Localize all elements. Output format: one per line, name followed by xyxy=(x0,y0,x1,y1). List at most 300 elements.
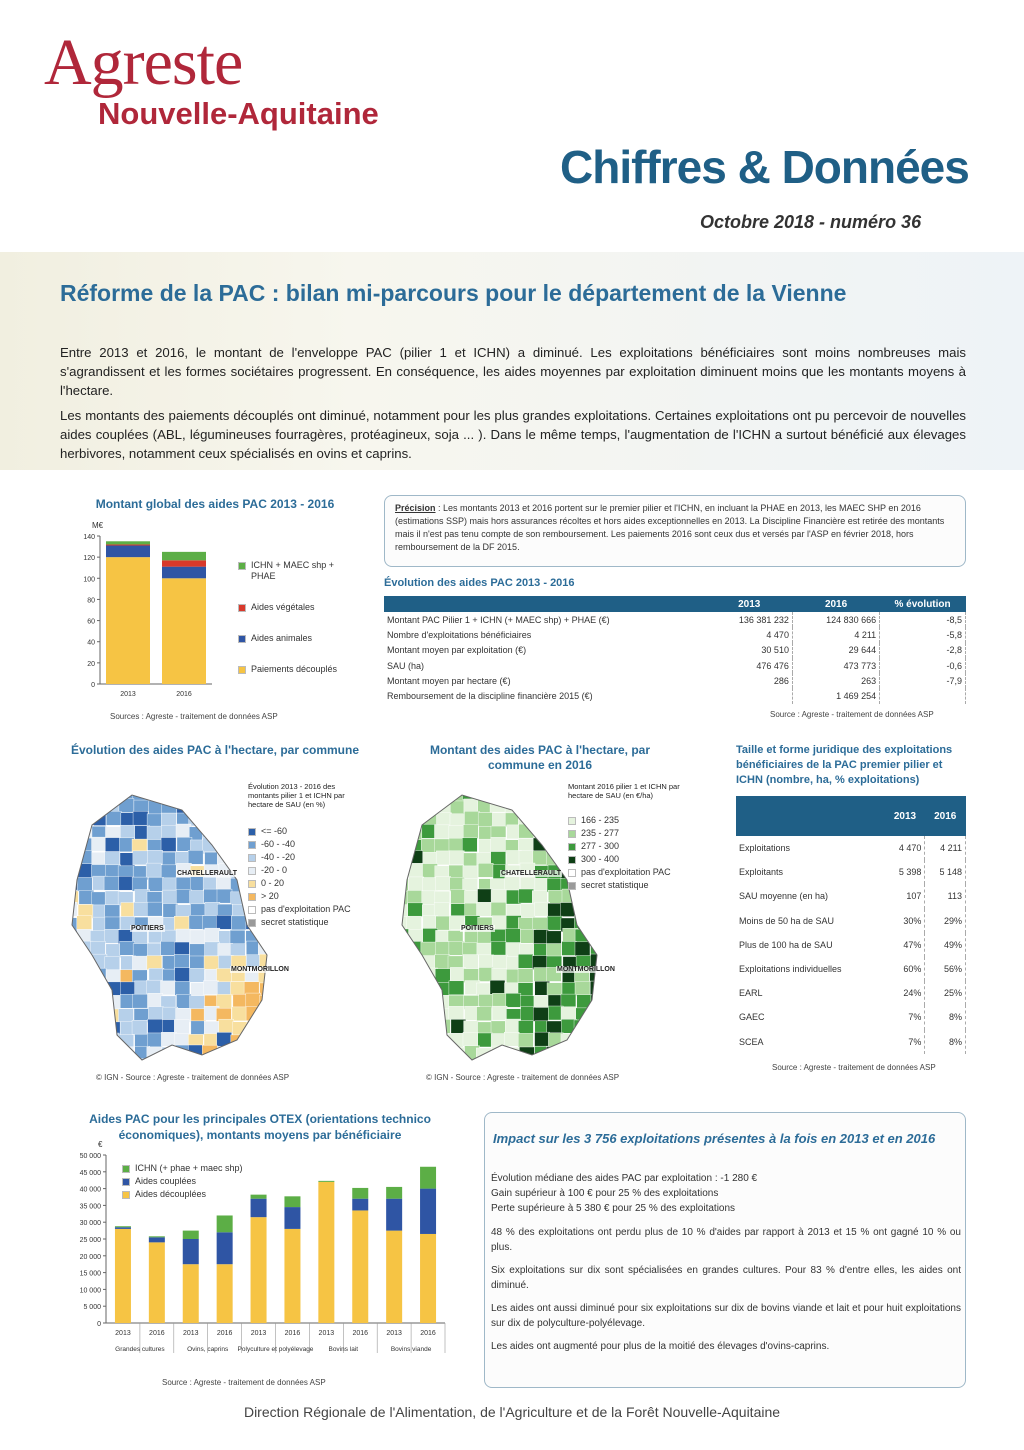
map-commune xyxy=(119,1060,134,1070)
table-row xyxy=(736,909,966,933)
legend-item xyxy=(568,815,698,826)
map-commune xyxy=(535,1032,550,1046)
map-commune xyxy=(92,837,107,851)
map-commune xyxy=(132,956,147,970)
legend-item xyxy=(248,917,368,928)
table-row xyxy=(384,643,966,658)
map-commune xyxy=(604,1046,619,1060)
map-commune xyxy=(190,877,205,891)
series-title: Chiffres & Données xyxy=(560,141,969,193)
map-commune xyxy=(204,801,219,815)
map-commune xyxy=(274,1045,289,1059)
map-commune xyxy=(422,1007,437,1021)
map-commune xyxy=(393,994,408,1008)
table-cell: -5,8 xyxy=(880,627,966,642)
table-cell: -0,6 xyxy=(880,658,966,673)
map-commune xyxy=(423,1060,438,1070)
map-commune xyxy=(273,944,288,958)
map-commune xyxy=(603,800,618,814)
map-commune xyxy=(534,825,549,839)
map-commune xyxy=(394,1021,409,1035)
map-commune xyxy=(161,825,176,839)
map-commune xyxy=(260,1019,275,1033)
map-commune xyxy=(260,1061,275,1070)
map-commune xyxy=(491,1046,506,1060)
table-row xyxy=(384,627,966,642)
map-commune xyxy=(533,813,548,827)
map-commune xyxy=(546,799,561,813)
map-commune xyxy=(575,801,590,815)
map-commune xyxy=(505,877,520,891)
map-commune xyxy=(604,1035,619,1049)
legend-swatch xyxy=(248,919,256,927)
map-commune xyxy=(505,1019,520,1033)
legend-swatch xyxy=(248,880,256,888)
map-commune xyxy=(216,915,231,929)
y-tick-label: 50 000 xyxy=(79,1153,101,1160)
map-commune xyxy=(274,1061,289,1070)
x-tick-label: 2013 xyxy=(182,1330,199,1337)
map-commune xyxy=(448,1033,463,1047)
table-row xyxy=(736,860,966,884)
map-commune xyxy=(65,851,80,865)
map-commune xyxy=(190,799,205,813)
map-commune xyxy=(261,1046,276,1060)
table-cell: 49% xyxy=(925,933,966,957)
map-commune xyxy=(506,993,521,1007)
map-commune xyxy=(407,890,422,904)
map-commune xyxy=(62,1045,77,1059)
legend-swatch xyxy=(568,882,576,890)
map-commune xyxy=(407,916,422,930)
map-commune xyxy=(549,786,564,800)
map-commune xyxy=(408,1022,423,1036)
map-commune xyxy=(393,850,408,864)
bar-segment xyxy=(217,1232,233,1264)
map-commune xyxy=(395,1006,410,1020)
legend-label: Aides animales xyxy=(251,633,313,643)
legend-item xyxy=(248,904,368,915)
map-commune xyxy=(64,942,79,956)
map-commune xyxy=(392,864,407,878)
table-header: % évolution xyxy=(880,596,966,612)
map-commune xyxy=(533,851,548,865)
map-commune xyxy=(604,1022,619,1036)
legend-item xyxy=(568,841,698,852)
legend-swatch xyxy=(568,843,576,851)
map-commune xyxy=(92,852,107,866)
map-commune xyxy=(92,787,107,801)
map-commune xyxy=(463,866,478,880)
table-cell: 473 773 xyxy=(792,658,879,673)
y-tick-label: 0 xyxy=(97,1321,101,1328)
legend-label: Aides végétales xyxy=(251,602,315,612)
map-commune xyxy=(78,801,93,815)
legend-label: ICHN + MAEC shp + PHAE xyxy=(251,560,335,581)
impact-paragraph: 48 % des exploitations ont perdu plus de 10 % d'aides par rapport à 2013 et 15 % ont gagné 10 % ou plus. xyxy=(491,1227,961,1253)
table-row xyxy=(736,981,966,1005)
impact-line: Perte supérieure à 5 380 € pour 25 % des exploitations xyxy=(491,1203,736,1214)
table-cell xyxy=(706,688,792,703)
map-commune xyxy=(491,1021,506,1035)
legend-label: 0 - 20 xyxy=(261,878,285,888)
map-commune xyxy=(79,785,94,799)
map-commune xyxy=(105,957,120,971)
x-group-label: Bovins viande xyxy=(390,1346,432,1353)
map-commune xyxy=(407,798,422,812)
map-commune xyxy=(605,931,620,945)
map-commune xyxy=(105,891,120,905)
map-commune xyxy=(479,955,494,969)
legend-swatch xyxy=(238,635,246,643)
map-commune xyxy=(232,812,247,826)
map-commune xyxy=(244,1033,259,1047)
bar-segment xyxy=(106,541,150,544)
map-commune xyxy=(409,877,424,891)
table-row xyxy=(736,1005,966,1029)
map-commune xyxy=(421,1020,436,1034)
map-commune xyxy=(148,1060,163,1070)
map-commune xyxy=(449,1060,464,1070)
legend-label: -40 - -20 xyxy=(261,852,296,862)
map-commune xyxy=(148,877,163,891)
map-commune xyxy=(161,1032,176,1046)
impact-paragraph: Les aides ont aussi diminué pour six exploitations sur dix de bovins viande et lait et pour huit exploitations sur dix de polyculture-polyélevage. xyxy=(491,1303,961,1329)
map-commune xyxy=(176,1060,191,1070)
map-commune xyxy=(575,981,590,995)
map1-city-3: MONTMORILLON xyxy=(231,966,289,973)
table-cell: Montant PAC Pilier 1 + ICHN (+ MAEC shp) + PHAE (€) xyxy=(387,614,610,625)
page-title: Réforme de la PAC : bilan mi-parcours pour le département de la Vienne xyxy=(60,280,847,306)
bar-segment xyxy=(183,1239,199,1264)
map-commune xyxy=(449,1006,464,1020)
evolution-table-source: Source : Agreste - traitement de données ASP xyxy=(770,710,934,719)
map-commune xyxy=(491,889,506,903)
map-commune xyxy=(216,825,231,839)
y-tick-label: 80 xyxy=(87,597,95,605)
table-cell: 25% xyxy=(925,981,966,1005)
map-commune xyxy=(161,813,176,827)
table-cell: 113 xyxy=(925,884,966,908)
map-commune xyxy=(132,1020,147,1034)
bar-segment xyxy=(162,560,206,566)
x-tick-label: 2016 xyxy=(284,1330,301,1337)
map-commune xyxy=(62,995,77,1009)
map-commune xyxy=(463,853,478,867)
size-table xyxy=(736,796,966,1054)
map-commune xyxy=(161,788,176,802)
legend-item xyxy=(568,867,698,878)
map-commune xyxy=(464,799,479,813)
map-commune xyxy=(203,916,218,930)
map-commune xyxy=(106,944,121,958)
map-commune xyxy=(174,916,189,930)
bar-segment xyxy=(352,1199,368,1211)
map-commune xyxy=(147,980,162,994)
map-commune xyxy=(91,1020,106,1034)
map-commune xyxy=(518,1033,533,1047)
map-commune xyxy=(204,889,219,903)
legend-item xyxy=(238,602,358,613)
table-cell: 5 148 xyxy=(925,860,966,884)
table-cell: 30 510 xyxy=(706,643,792,658)
legend-label: Aides découplées xyxy=(135,1189,207,1199)
legend-swatch xyxy=(248,841,256,849)
map-commune xyxy=(591,892,606,906)
map-commune xyxy=(462,942,477,956)
bar-segment xyxy=(386,1199,402,1231)
map-commune xyxy=(273,1020,288,1034)
map-commune xyxy=(160,1060,175,1070)
table-cell: 24% xyxy=(885,981,925,1005)
x-tick-label: 2013 xyxy=(250,1330,267,1337)
map-commune xyxy=(147,956,162,970)
map-commune xyxy=(409,1034,424,1048)
legend-swatch xyxy=(122,1165,130,1173)
map-commune xyxy=(493,955,508,969)
table-cell: -7,9 xyxy=(880,673,966,688)
map-commune xyxy=(395,929,410,943)
legend-swatch xyxy=(122,1178,130,1186)
legend-label: 166 - 235 xyxy=(581,815,620,825)
map-commune xyxy=(93,1047,108,1061)
map-commune xyxy=(77,1020,92,1034)
table-cell: 8% xyxy=(925,1030,966,1054)
map-commune xyxy=(591,1008,606,1022)
map-commune xyxy=(118,1009,133,1023)
table-cell: 4 470 xyxy=(885,836,925,860)
map-commune xyxy=(62,812,77,826)
map-commune xyxy=(190,930,205,944)
map-commune xyxy=(577,995,592,1009)
table-cell: EARL xyxy=(739,988,763,999)
legend-item xyxy=(238,560,358,582)
map-commune xyxy=(534,1059,549,1070)
map2-title: Montant des aides PAC à l'hectare, par commune en 2016 xyxy=(429,743,651,772)
map-commune xyxy=(133,851,148,865)
map-commune xyxy=(175,787,190,801)
map-commune xyxy=(393,980,408,994)
map-commune xyxy=(77,967,92,981)
legend-label: Paiements découplés xyxy=(251,664,338,674)
map-commune xyxy=(77,877,92,891)
legend-item xyxy=(238,664,358,675)
map2-legend-title: Montant 2016 pilier 1 et ICHN par hectare de SAU (en €/ha) xyxy=(568,782,680,800)
table-cell: SAU (ha) xyxy=(387,660,425,671)
map-commune xyxy=(64,1034,79,1048)
bar-segment xyxy=(420,1234,436,1323)
map-commune xyxy=(436,942,451,956)
map-commune xyxy=(77,916,92,930)
map-commune xyxy=(219,786,234,800)
legend-label: > 20 xyxy=(261,891,279,901)
legend-item xyxy=(568,880,698,891)
issue-date: Octobre 2018 - numéro 36 xyxy=(700,212,922,232)
map-commune xyxy=(163,878,178,892)
map-commune xyxy=(161,981,176,995)
map-commune xyxy=(231,1045,246,1059)
legend-swatch xyxy=(122,1191,130,1199)
map-commune xyxy=(260,983,275,997)
map-commune xyxy=(436,786,451,800)
chart2-legend xyxy=(122,1163,282,1202)
map-commune xyxy=(408,1007,423,1021)
legend-swatch xyxy=(568,856,576,864)
map-commune xyxy=(232,788,247,802)
map-commune xyxy=(204,956,219,970)
map-commune xyxy=(161,865,176,879)
legend-swatch xyxy=(248,906,256,914)
map-commune xyxy=(62,955,77,969)
map-commune xyxy=(561,1007,576,1021)
map-commune xyxy=(65,785,80,799)
map-commune xyxy=(463,1032,478,1046)
map-commune xyxy=(217,1032,232,1046)
table-cell: Exploitations xyxy=(739,843,791,854)
map-commune xyxy=(422,981,437,995)
map-commune xyxy=(408,982,423,996)
legend-label: 300 - 400 xyxy=(581,854,620,864)
map-commune xyxy=(477,930,492,944)
x-tick-label: 2016 xyxy=(352,1330,369,1337)
map-commune xyxy=(547,916,562,930)
map1-title: Évolution des aides PAC à l'hectare, par commune xyxy=(70,743,360,757)
map-commune xyxy=(603,916,618,930)
map-commune xyxy=(205,942,220,956)
legend-item xyxy=(122,1163,282,1174)
table-header: 2016 xyxy=(925,796,966,836)
intro-paragraph-1: Entre 2013 et 2016, le montant de l'enveloppe PAC (pilier 1 et ICHN) a diminué. Les exploitations bénéficiaires sont moins nombreuses mais s'agrandissent et les formes sociétaires progressent. En conséquence, les aides moyennes par exploitation diminuent moins que les montants moyens à l'hectare. xyxy=(60,345,966,398)
map-commune xyxy=(449,981,464,995)
map-commune xyxy=(176,994,191,1008)
map-commune xyxy=(394,788,409,802)
map-commune xyxy=(407,1060,422,1070)
x-group-label: Grandes cultures xyxy=(115,1346,165,1353)
y-tick-label: 5 000 xyxy=(83,1304,101,1312)
map-commune xyxy=(491,837,506,851)
table-header: 2013 xyxy=(885,796,925,836)
table-cell: SAU moyenne (en ha) xyxy=(739,891,829,902)
map-commune xyxy=(90,941,105,955)
table-cell: 1 469 254 xyxy=(792,688,879,703)
legend-label: <= -60 xyxy=(261,826,288,836)
map-commune xyxy=(77,1060,92,1070)
map-commune xyxy=(478,813,493,827)
map-commune xyxy=(604,943,619,957)
map1-source: © IGN - Source : Agreste - traitement de données ASP xyxy=(96,1073,290,1082)
bar-segment xyxy=(115,1229,131,1323)
map-commune xyxy=(147,902,162,916)
map-commune xyxy=(435,1045,450,1059)
map-commune xyxy=(561,799,576,813)
table-header xyxy=(736,796,885,836)
map-commune xyxy=(147,943,162,957)
map-commune xyxy=(492,993,507,1007)
map-commune xyxy=(518,954,533,968)
map-commune xyxy=(148,1019,163,1033)
map-commune xyxy=(590,1035,605,1049)
table-cell: Nombre d'exploitations bénéficiaires xyxy=(387,629,532,640)
legend-item xyxy=(568,854,698,865)
map-commune xyxy=(436,916,451,930)
x-group-label: Bovins lait xyxy=(328,1346,359,1353)
map-commune xyxy=(204,1061,219,1070)
map-commune xyxy=(491,902,506,916)
map-commune xyxy=(589,915,604,929)
map-commune xyxy=(79,995,94,1009)
table-cell: 29 644 xyxy=(792,643,879,658)
map-commune xyxy=(591,1047,606,1061)
map-commune xyxy=(535,786,550,800)
table-cell: Moins de 50 ha de SAU xyxy=(739,915,835,926)
map-commune xyxy=(174,1020,189,1034)
table-cell: 30% xyxy=(885,909,925,933)
table-cell: 47% xyxy=(885,933,925,957)
map-commune xyxy=(161,941,176,955)
map-commune xyxy=(449,826,464,840)
map-commune xyxy=(546,931,561,945)
map2-source: © IGN - Source : Agreste - traitement de données ASP xyxy=(426,1073,620,1082)
map-commune xyxy=(106,970,121,984)
map-commune xyxy=(90,993,105,1007)
map-commune xyxy=(230,982,245,996)
map-commune xyxy=(161,838,176,852)
map2-city-1: CHATELLERAULT xyxy=(501,870,562,877)
y-tick-label: 30 000 xyxy=(79,1220,101,1228)
map-commune xyxy=(491,942,506,956)
map-commune xyxy=(519,889,534,903)
map-commune xyxy=(590,1061,605,1070)
map-commune xyxy=(478,1033,493,1047)
table-cell: 7% xyxy=(885,1030,925,1054)
map-commune xyxy=(590,904,605,918)
y-tick-label: 15 000 xyxy=(79,1270,101,1278)
map-commune xyxy=(435,969,450,983)
map-commune xyxy=(219,798,234,812)
map-commune xyxy=(434,825,449,839)
table-cell: SCEA xyxy=(739,1036,764,1047)
map-commune xyxy=(190,956,205,970)
y-tick-label: 40 xyxy=(87,639,95,647)
map-commune xyxy=(591,929,606,943)
y-tick-label: 20 000 xyxy=(79,1253,101,1261)
map-commune xyxy=(147,785,162,799)
y-tick-label: 25 000 xyxy=(79,1237,101,1244)
map-commune xyxy=(548,1058,563,1070)
map-commune xyxy=(203,786,218,800)
map-commune xyxy=(504,787,519,801)
table-cell: -2,8 xyxy=(880,643,966,658)
map-commune xyxy=(119,876,134,890)
bar-segment xyxy=(162,578,206,684)
legend-item xyxy=(248,891,368,902)
map-commune xyxy=(394,956,409,970)
map-commune xyxy=(547,983,562,997)
chart1-title: Montant global des aides PAC 2013 - 2016 xyxy=(95,497,335,511)
map-commune xyxy=(76,1007,91,1021)
map-commune xyxy=(233,1022,248,1036)
map-commune xyxy=(104,788,119,802)
map-commune xyxy=(77,983,92,997)
map-commune xyxy=(478,863,493,877)
map-commune xyxy=(434,903,449,917)
chart2-source: Source : Agreste - traitement de données ASP xyxy=(162,1378,326,1387)
map-commune xyxy=(78,956,93,970)
map-commune xyxy=(450,801,465,815)
y-tick-label: 60 xyxy=(87,618,95,626)
map-commune xyxy=(119,798,134,812)
map-commune xyxy=(177,837,192,851)
